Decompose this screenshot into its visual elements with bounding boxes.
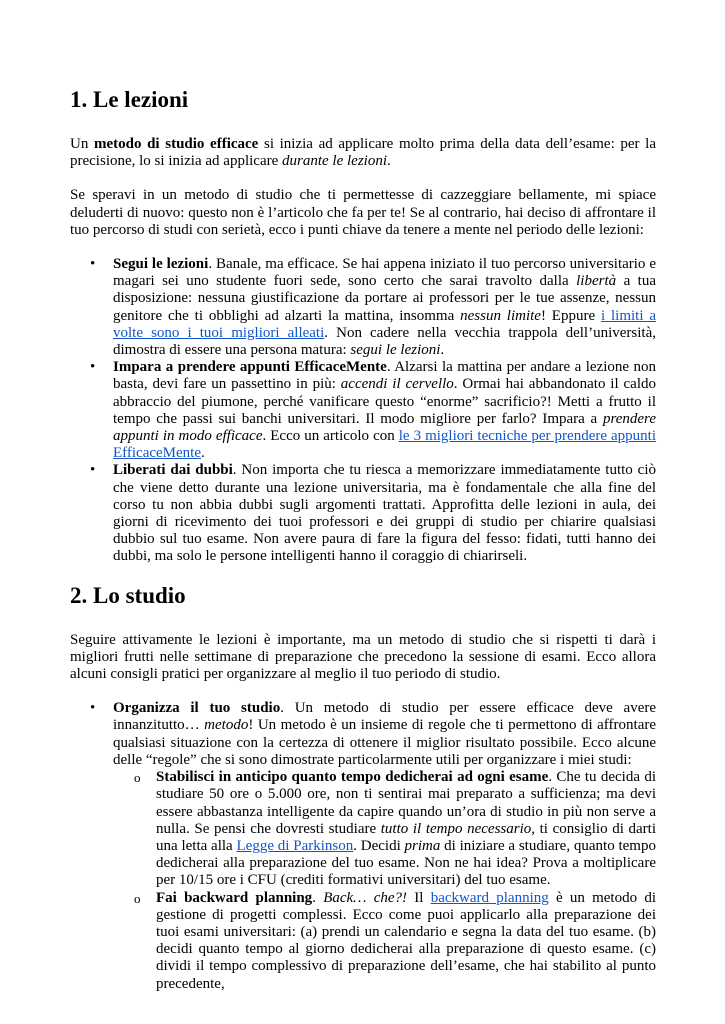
text-run: . Ormai hai abbandonato il caldo abbraccio del piumone, perché vanificare questo “enorme” sacrificio?! Metti a frutto il tempo che passi sui banchi universitari. Il modo migliore per farlo? Impara a — [113, 376, 656, 427]
item-title: Segui le lezioni — [113, 256, 209, 273]
section-heading-lezioni: 1. Le lezioni — [70, 87, 189, 112]
item-title: Impara a prendere appunti EfficaceMente — [113, 359, 387, 376]
italic-text: prendere appunti in modo efficace — [113, 410, 656, 445]
italic-text: durante le lezioni — [282, 153, 387, 170]
text-run: , ti consiglio di darti una letta alla — [156, 820, 656, 854]
link-limiti-alleati[interactable]: i limiti a volte sono i tuoi migliori alleati — [113, 307, 656, 341]
paragraph-studio-intro: Seguire attivamente le lezioni è importante, ma un metodo di studio che si rispetti ti darà i migliori frutti nelle settimane di preparazione che precedono la sessione di esami. Ecco allora alcuni consigli pratici per organizzare al meglio il tuo periodo di studio. — [70, 631, 656, 683]
text-run: . Decidi — [353, 837, 405, 854]
link-backward-planning[interactable]: backward planning — [430, 889, 549, 906]
text-run: . Non cadere nella vecchia trappola dell’università, dimostra di essere una persona matura: — [113, 324, 656, 359]
text-run: . — [387, 153, 391, 170]
item-title: Fai backward planning — [156, 889, 313, 906]
italic-text: accendi il cervello — [340, 376, 454, 393]
sub-marker: o — [134, 770, 141, 786]
text-run: ! Un metodo è un insieme di regole che ti permettono di affrontare qualsiasi situazione con la certezza di ottenere il miglior risultato possibile. Ecco alcune delle “regole” che si sono dimostrate particolarmente utili per organizzare i miei studi: — [113, 717, 657, 768]
bullet-marker: • — [90, 700, 96, 717]
text-run: Il — [407, 889, 431, 906]
italic-text: nessun limite — [460, 307, 541, 324]
italic-text: Back… che?! — [323, 889, 408, 906]
bullet-marker: • — [90, 256, 96, 273]
item-title: Liberati dai dubbi — [113, 462, 233, 479]
text-run: . — [440, 342, 445, 359]
italic-text: metodo — [204, 717, 249, 734]
item-title: Stabilisci in anticipo quanto tempo dedicherai ad ogni esame — [156, 769, 549, 786]
sub-marker: o — [134, 890, 141, 906]
text-run: . Ecco un articolo con — [262, 428, 399, 445]
text-run: . Non importa che tu riesca a memorizzare immediatamente tutto ciò che viene detto durante una lezione universitaria, ma è fondamentale che alla fine del corso tu non abbia dubbi sugli argomenti trattati. Approfitta delle lezioni in aula, dei giorni di ricevimento dei tuoi professori e dei gruppi di studio per chiarire qualsiasi dubbio sul tuo esame. Non avere paura di fare la figura del fesso: fidati, tutti hanno dei dubbi, ma solo le persone intelligenti hanno il coraggio di chiarirseli. — [113, 462, 656, 565]
list-item-dubbi — [90, 462, 656, 565]
text-run: si inizia ad applicare molto prima della data dell’esame: per la precisione, lo si inizia ad applicare — [70, 136, 656, 170]
list-item-appunti — [90, 359, 657, 462]
text-run: ! Eppure — [540, 307, 601, 324]
list-item-segui-lezioni — [90, 256, 657, 359]
rules-sublist — [113, 769, 656, 993]
text-run: Un — [70, 136, 94, 152]
sublist-item-backward — [134, 889, 656, 993]
text-run: . — [312, 889, 324, 906]
sublist-item-stabilisci — [134, 769, 656, 889]
link-tecniche-appunti[interactable]: le 3 migliori tecniche per prendere appunti EfficaceMente — [113, 428, 657, 462]
intro-paragraph — [70, 136, 656, 170]
text-run: . Un metodo di studio per essere efficace deve avere innanzitutto… — [113, 700, 656, 734]
text-run: . Banale, ma efficace. Se hai appena iniziato il tuo percorso universitario e magari sei uno studente fuori sede, sono certo che sarai travolto dalla — [113, 256, 656, 290]
bold-text: metodo di studio efficace — [93, 136, 259, 152]
paragraph-cazzeggiare: Se speravi in un metodo di studio che ti permettesse di cazzeggiare bellamente, mi spiace deluderti di nuovo: questo non è l’articolo che fa per te! Se al contrario, hai deciso di affrontare il tuo percorso di studi con serietà, ecco i punti chiave da tenere a mente nel periodo delle lezioni: — [70, 187, 656, 238]
studio-list — [70, 700, 656, 992]
list-item-organizza — [90, 700, 657, 992]
bullet-marker: • — [90, 462, 96, 479]
bullet-marker: • — [90, 359, 96, 376]
italic-text: prima — [404, 837, 441, 854]
text-run: di iniziare a studiare, quanto tempo dedicherai alla preparazione del tuo esame. Non ne hai idea? Prova a moltiplicare per 10/15 ore i CFU (crediti formativi universitari) del tuo esame. — [156, 837, 656, 889]
lezioni-list — [70, 256, 656, 566]
text-run: a tua disposizione: nessuna giustificazione da portare ai professori per le tue assenze, nessun genitore che ti obblighi ad alzarti la mattina, insomma — [113, 273, 657, 324]
document-page — [70, 86, 656, 993]
italic-text: segui le lezioni — [350, 342, 441, 359]
item-title: Organizza il tuo studio — [113, 700, 281, 717]
link-legge-parkinson[interactable]: Legge di Parkinson — [236, 837, 354, 854]
italic-text: tutto il tempo necessario — [380, 820, 532, 837]
text-run: . Alzarsi la mattina per andare a lezione non basta, devi fare un passettino in più: — [113, 359, 656, 393]
text-run: è un metodo di gestione di progetti complessi. Ecco come puoi applicarlo alla preparazione dei tuoi esami universitari: (a) prendi un calendario e segna la data del tuo esame. (b) decidi quanto tempo al giorno dedicherai alla preparazione di questo esame. (c) dividi il tempo complessivo di preparazione dell’esame, che hai stabilito al punto precedente, — [156, 889, 656, 992]
section-heading-studio: 2. Lo studio — [70, 582, 186, 608]
text-run: . Che tu decida di studiare 50 ore o 5.000 ore, non ti sentirai mai preparato a sufficienza; ma devi essere abbastanza intelligente da capire quando un’ora di studio in più non serve a nulla. Se pensi che dovresti studiare — [156, 769, 656, 837]
italic-text: libertà — [576, 273, 617, 290]
text-run: . — [201, 445, 205, 462]
